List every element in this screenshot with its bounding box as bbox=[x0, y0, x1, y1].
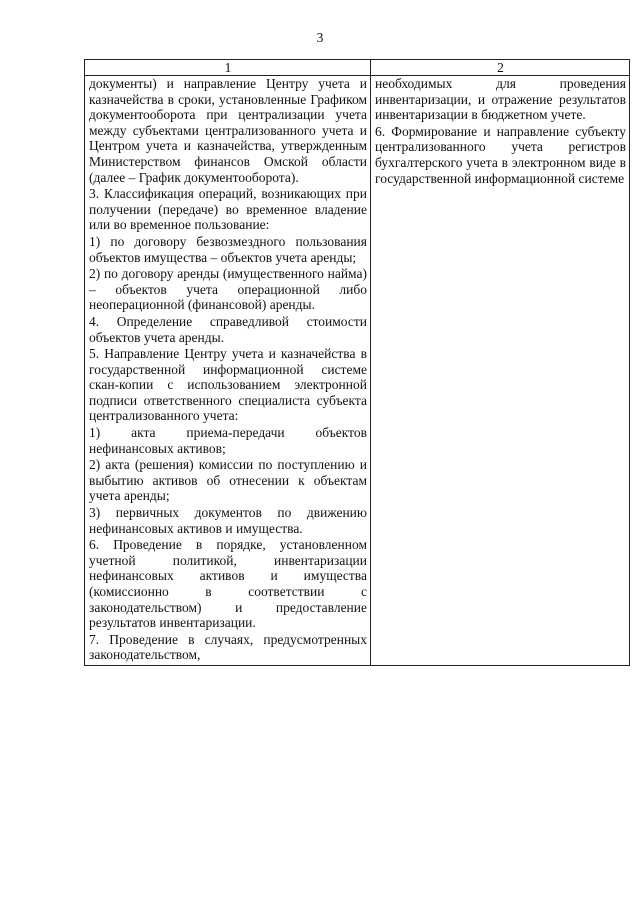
paragraph: 1) по договору безвозмездного пользования объектов имущества – объектов учета аренды; bbox=[89, 233, 367, 265]
column-1-cell bbox=[85, 76, 371, 666]
column-2-header: 2 bbox=[371, 60, 630, 76]
paragraph: 6. Формирование и направление субъекту централизованного учета регистров бухгалтерского учета в электронном виде в государственной информационной системе bbox=[375, 123, 626, 186]
paragraph: документы) и направление Центру учета и казначейства в сроки, установленные Графиком документооборота при централизации учета между субъектами централизованного учета и Центром учета и казначейства, утвержденным Министерством финансов Омской области (далее – График документооборота). bbox=[89, 76, 367, 185]
paragraph: 3) первичных документов по движению нефинансовых активов и имущества. bbox=[89, 505, 367, 536]
page-number: 3 bbox=[316, 30, 324, 45]
paragraph: 2) по договору аренды (имущественного найма) – объектов учета операционной либо неоперационной (финансовой) аренды. bbox=[89, 266, 367, 313]
paragraph: 3. Классификация операций, возникающих при получении (передаче) во временное владение или во временное пользование: bbox=[89, 186, 367, 233]
table-header-row bbox=[85, 60, 630, 76]
paragraph: 2) акта (решения) комиссии по поступлению и выбытию активов об отнесении к объектам учета аренды; bbox=[89, 457, 367, 504]
document-table bbox=[84, 59, 630, 666]
column-2-cell bbox=[371, 76, 630, 666]
paragraph: 1) акта приема-передачи объектов нефинансовых активов; bbox=[89, 425, 367, 456]
paragraph: 6. Проведение в порядке, установленном учетной политикой, инвентаризации нефинансовых активов и имущества (комиссионно в соответствии с законодательством) и предоставление результатов инвентаризации. bbox=[89, 537, 367, 631]
paragraph: 5. Направление Центру учета и казначейства в государственной информационной системе скан-копии с использованием электронной подписи ответственного специалиста субъекта централизованного учета: bbox=[89, 346, 367, 424]
paragraph: 4. Определение справедливой стоимости объектов учета аренды. bbox=[89, 313, 367, 345]
table-row bbox=[85, 76, 630, 666]
paragraph: необходимых для проведения инвентаризации, и отражение результатов инвентаризации в бюджетном учете. bbox=[375, 76, 626, 123]
column-1-header: 1 bbox=[85, 60, 371, 76]
paragraph: 7. Проведение в случаях, предусмотренных законодательством, bbox=[89, 631, 367, 663]
